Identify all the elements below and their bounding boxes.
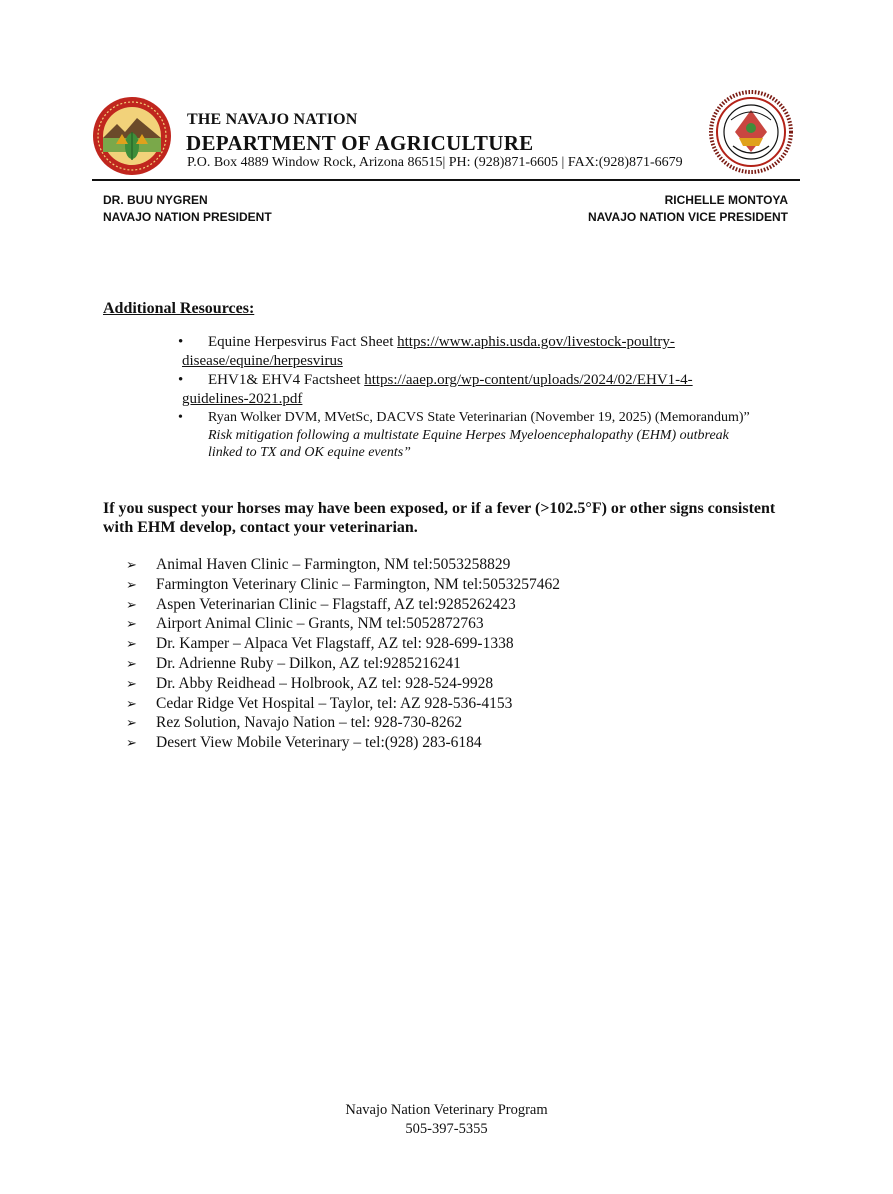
footer-phone: 505-397-5355 — [405, 1121, 488, 1137]
additional-resources-heading: Additional Resources: — [103, 300, 255, 317]
vice-president-block — [588, 192, 788, 226]
footer — [0, 1101, 893, 1139]
arrow-bullet-icon: ➢ — [126, 736, 137, 752]
memorandum-subtitle: Risk mitigation following a multistate Equine Herpes Myeloencephalopathy (EHM) outbreak — [208, 428, 729, 443]
resource-item — [178, 371, 790, 409]
resource-label: EHV1& EHV4 Factsheet — [208, 372, 365, 388]
organization-name: THE NAVAJO NATION — [187, 111, 358, 128]
arrow-bullet-icon: ➢ — [126, 577, 137, 593]
bullet-icon: • — [178, 372, 184, 388]
memorandum-subtitle-continued: linked to TX and OK equine events” — [208, 445, 411, 460]
president-title: NAVAJO NATION PRESIDENT — [103, 210, 272, 224]
clinic-text: Farmington Veterinary Clinic – Farmington, NM tel:5053257462 — [156, 575, 560, 593]
clinic-item — [126, 575, 560, 595]
exposure-warning — [103, 499, 803, 537]
resource-link[interactable]: https://aaep.org/wp-content/uploads/2024/02/EHV1-4- — [364, 372, 693, 388]
clinic-text: Airport Animal Clinic – Grants, NM tel:5052872763 — [156, 615, 484, 633]
clinic-item — [126, 674, 560, 694]
clinic-item — [126, 614, 560, 634]
clinic-text: Dr. Kamper – Alpaca Vet Flagstaff, AZ tel: 928-699-1338 — [156, 635, 514, 653]
clinic-item — [126, 713, 560, 733]
arrow-bullet-icon: ➢ — [126, 716, 137, 732]
president-name: DR. BUU NYGREN — [103, 193, 208, 207]
vice-president-title: NAVAJO NATION VICE PRESIDENT — [587, 210, 788, 224]
arrow-bullet-icon: ➢ — [126, 676, 137, 692]
arrow-bullet-icon: ➢ — [126, 656, 137, 672]
resource-link[interactable]: https://www.aphis.usda.gov/livestock-poultry- — [397, 334, 675, 350]
header-divider — [92, 179, 800, 181]
clinic-text: Rez Solution, Navajo Nation – tel: 928-730-8262 — [156, 714, 463, 732]
clinic-text: Animal Haven Clinic – Farmington, NM tel:5053258829 — [156, 556, 511, 573]
warning-line: If you suspect your horses may have been exposed, or if a fever (>102.5°F) or other signs consistent — [103, 500, 776, 517]
resource-item — [178, 333, 790, 371]
bullet-icon: • — [178, 334, 184, 350]
clinic-item — [126, 595, 560, 615]
arrow-bullet-icon: ➢ — [126, 597, 137, 613]
bullet-icon: • — [178, 410, 183, 425]
resource-link-continued[interactable]: disease/equine/herpesvirus — [182, 353, 343, 369]
clinic-item — [126, 694, 560, 714]
clinic-text: Cedar Ridge Vet Hospital – Taylor, tel: AZ 928-536-4153 — [156, 694, 513, 712]
clinic-list — [126, 555, 560, 753]
footer-program-name: Navajo Nation Veterinary Program — [345, 1102, 548, 1118]
department-address: P.O. Box 4889 Window Rock, Arizona 86515| PH: (928)871-6605 | FAX:(928)871-6679 — [187, 155, 683, 170]
clinic-item — [126, 654, 560, 674]
arrow-bullet-icon: ➢ — [126, 617, 137, 633]
arrow-bullet-icon: ➢ — [126, 637, 137, 653]
president-block — [103, 192, 272, 226]
arrow-bullet-icon: ➢ — [126, 696, 137, 712]
clinic-item — [126, 555, 560, 575]
department-name: DEPARTMENT OF AGRICULTURE — [186, 131, 534, 155]
resource-link-continued[interactable]: guidelines-2021.pdf — [182, 391, 303, 407]
resource-label: Equine Herpesvirus Fact Sheet — [208, 334, 398, 350]
arrow-bullet-icon: ➢ — [126, 558, 137, 573]
clinic-text: Dr. Abby Reidhead – Holbrook, AZ tel: 928-524-9928 — [156, 674, 494, 692]
memorandum-citation: Ryan Wolker DVM, MVetSc, DACVS State Veterinarian (November 19, 2025) (Memorandum)” — [208, 410, 750, 425]
agriculture-seal-logo — [92, 96, 172, 176]
clinic-item — [126, 634, 560, 654]
clinic-text: Desert View Mobile Veterinary – tel:(928) 283-6184 — [156, 734, 482, 752]
navajo-nation-seal-logo — [709, 90, 793, 174]
clinic-item — [126, 733, 560, 753]
resource-item — [178, 408, 790, 461]
clinic-text: Aspen Veterinarian Clinic – Flagstaff, AZ tel:9285262423 — [156, 595, 516, 613]
warning-line: with EHM develop, contact your veterinarian. — [103, 519, 418, 536]
vice-president-name: RICHELLE MONTOYA — [664, 193, 788, 207]
clinic-text: Dr. Adrienne Ruby – Dilkon, AZ tel:9285216241 — [156, 654, 461, 672]
